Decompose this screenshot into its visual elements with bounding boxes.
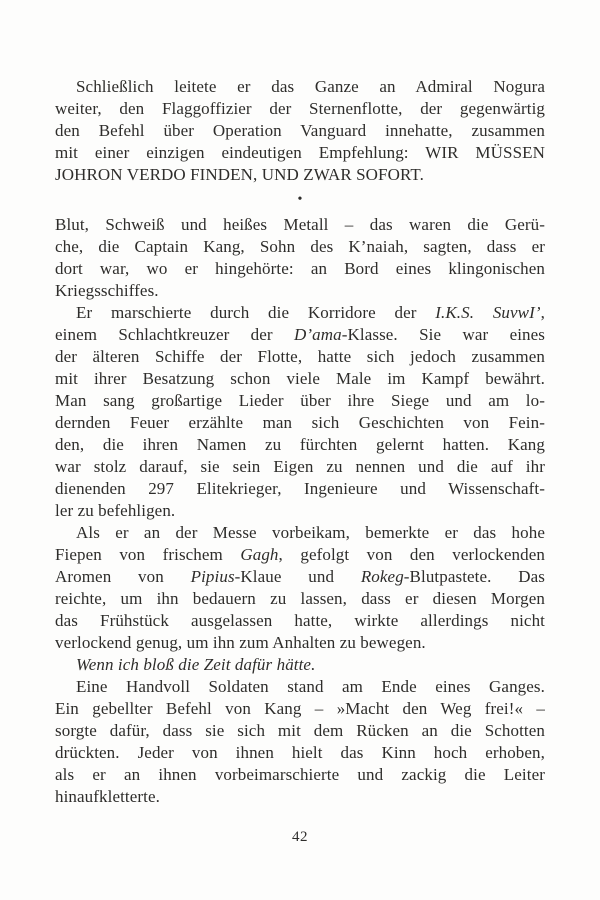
text-run: Fiepen von frischem xyxy=(55,545,241,564)
paragraph xyxy=(55,522,545,654)
italic-text-run: Rokeg xyxy=(360,567,404,586)
text-run: -Klasse. Sie war eines xyxy=(341,325,545,344)
text-run: verlockend genug, um ihn zum Anhalten zu bewegen. xyxy=(55,633,426,652)
text-line xyxy=(55,742,545,764)
text-line xyxy=(55,434,545,456)
text-line xyxy=(55,302,545,324)
text-line xyxy=(55,164,545,186)
text-line xyxy=(55,588,545,610)
text-run: Ein gebellter Befehl von Kang – »Macht den Weg frei!« – xyxy=(55,699,545,718)
paragraph xyxy=(55,676,545,808)
text-line xyxy=(55,478,545,500)
text-run: drückten. Jeder von ihnen hielt das Kinn hoch erhoben, xyxy=(55,743,545,762)
text-line xyxy=(55,610,545,632)
italic-text-run: Gagh xyxy=(240,545,279,564)
text-run: dernden Feuer erzählte man sich Geschichten von Fein- xyxy=(55,413,545,432)
text-run: den, die ihren Namen zu fürchten gelernt hatten. Kang xyxy=(55,435,545,454)
text-line xyxy=(55,324,545,346)
text-run: der älteren Schiffe der Flotte, hatte sich jedoch zusammen xyxy=(55,347,545,366)
text-line xyxy=(55,654,545,676)
text-run: als er an ihnen vorbeimarschierte und zackig die Leiter xyxy=(55,765,545,784)
text-line xyxy=(55,544,545,566)
paragraph xyxy=(55,654,545,676)
text-run: -Klaue und xyxy=(234,567,361,586)
italic-text-run: I.K.S. SuvwI’ xyxy=(435,303,541,322)
text-run: war stolz darauf, sie sein Eigen zu nennen und die auf ihr xyxy=(55,457,545,476)
text-line xyxy=(55,98,545,120)
text-run: Aromen von xyxy=(55,567,191,586)
text-line xyxy=(55,698,545,720)
text-line xyxy=(55,786,545,808)
text-run: weiter, den Flaggoffizier der Sternenflotte, der gegenwärtig xyxy=(55,99,545,118)
text-run: mit einer einzigen eindeutigen Empfehlung: WIR MÜSSEN xyxy=(55,143,545,162)
text-run: JOHRON VERDO FINDEN, UND ZWAR SOFORT. xyxy=(55,165,424,184)
text-line xyxy=(55,390,545,412)
paragraph xyxy=(55,214,545,302)
text-run: dort war, wo er hingehörte: an Bord eines klingonischen xyxy=(55,259,545,278)
text-line xyxy=(55,522,545,544)
italic-text-run: Wenn ich bloß die Zeit dafür hätte. xyxy=(76,655,316,674)
text-line xyxy=(55,76,545,98)
text-line xyxy=(55,346,545,368)
text-run: ler zu befehligen. xyxy=(55,501,176,520)
text-run: Kriegsschiffes. xyxy=(55,281,159,300)
text-line xyxy=(55,142,545,164)
text-run: Er marschierte durch die Korridore der xyxy=(76,303,436,322)
text-run: hinaufkletterte. xyxy=(55,787,160,806)
scene-break-dot: • xyxy=(297,192,303,207)
page-footer xyxy=(0,828,600,846)
italic-text-run: D’ama xyxy=(294,325,342,344)
text-run: , xyxy=(540,303,545,322)
italic-text-run: Pipius xyxy=(190,567,235,586)
text-line xyxy=(55,720,545,742)
text-line xyxy=(55,676,545,698)
text-line xyxy=(55,632,545,654)
text-run: einem Schlachtkreuzer der xyxy=(55,325,295,344)
text-line xyxy=(55,236,545,258)
text-line xyxy=(55,368,545,390)
text-run: den Befehl über Operation Vanguard innehatte, zusammen xyxy=(55,121,545,140)
text-run: , gefolgt von den verlockenden xyxy=(278,545,546,564)
page-number: 42 xyxy=(292,829,308,845)
text-run: che, die Captain Kang, Sohn des K’naiah, sagten, dass er xyxy=(55,237,545,256)
text-line xyxy=(55,214,545,236)
text-run: Man sang großartige Lieder über ihre Siege und am lo- xyxy=(55,391,545,410)
text-run: reichte, um ihn bedauern zu lassen, dass er diesen Morgen xyxy=(55,589,545,608)
text-line xyxy=(55,258,545,280)
text-line xyxy=(55,566,545,588)
text-run: Eine Handvoll Soldaten stand am Ende eines Ganges. xyxy=(76,677,545,696)
text-line xyxy=(55,280,545,302)
text-line xyxy=(55,456,545,478)
text-line xyxy=(55,412,545,434)
text-run: sorgte dafür, dass sie sich mit dem Rücken an die Schotten xyxy=(55,721,545,740)
paragraph xyxy=(55,302,545,522)
text-run: dienenden 297 Elitekrieger, Ingenieure und Wissenschaft- xyxy=(55,479,545,498)
text-run: -Blutpastete. Das xyxy=(403,567,545,586)
text-run: Schließlich leitete er das Ganze an Admiral Nogura xyxy=(76,77,545,96)
paragraph xyxy=(55,76,545,186)
text-run: Als er an der Messe vorbeikam, bemerkte er das hohe xyxy=(76,523,545,542)
text-line xyxy=(55,500,545,522)
text-run: mit ihrer Besatzung schon viele Male im Kampf bewährt. xyxy=(55,369,545,388)
text-run: das Frühstück ausgelassen hatte, wirkte allerdings nicht xyxy=(55,611,545,630)
text-run: Blut, Schweiß und heißes Metall – das waren die Gerü- xyxy=(55,215,545,234)
text-line xyxy=(55,120,545,142)
text-line xyxy=(55,764,545,786)
